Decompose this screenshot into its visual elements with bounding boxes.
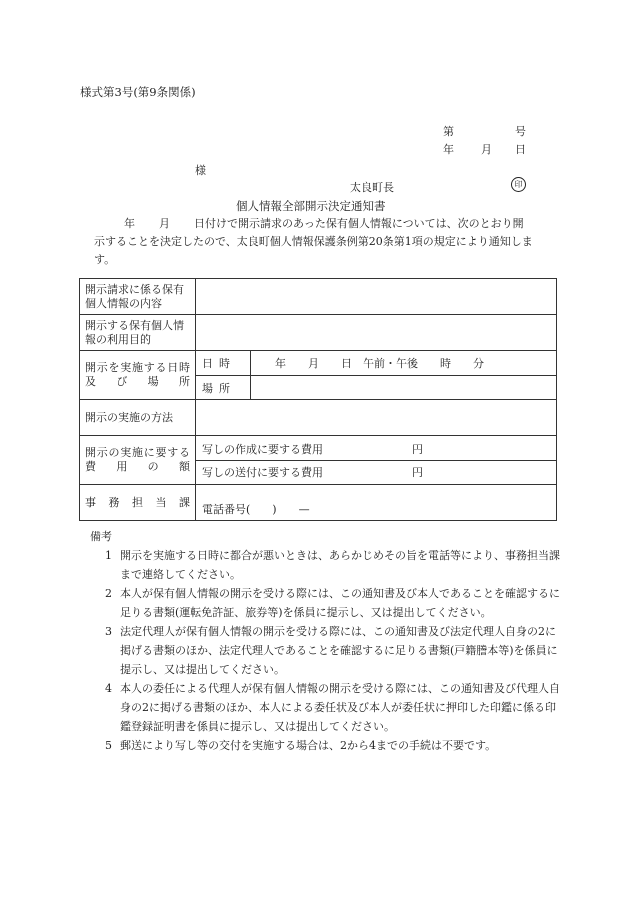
note-item: 1 開示を実施する日時に都合が悪いときは、あらかじめその旨を電話等により、事務担当課まで連絡してください。 [105, 549, 560, 581]
copy-cost-label: 写しの作成に要する費用 [202, 442, 323, 456]
intro-line3: す。 [94, 253, 116, 266]
intro-line2: 示することを決定したので、太良町個人情報保護条例第20条第1項の規定により通知しま [94, 235, 533, 248]
request-content-label: 開示請求に係る保有個人情報の内容 [80, 279, 196, 315]
place-label: 場所 [196, 376, 251, 399]
department-label: 事務担当課 [80, 485, 196, 521]
intro-month: 月 [159, 217, 170, 230]
notes-header: 備考 [90, 530, 112, 543]
phone-number-field[interactable] [196, 485, 557, 521]
phone-number-label: 電話番号( ) — [202, 503, 310, 516]
form-number-label: 様式第3号(第9条関係) [80, 85, 196, 99]
intro-line1: 日付けで開示請求のあった保有個人情報については、次のとおり開 [194, 217, 524, 230]
schedule-place-label: 開示を実施する日時及び場所 [80, 351, 196, 400]
document-number-prefix: 第 [443, 125, 454, 138]
addressee-honorific: 様 [195, 164, 206, 177]
usage-purpose-value[interactable] [196, 315, 557, 351]
send-cost-yen: 円 [412, 465, 423, 479]
date-year: 年 [443, 143, 454, 156]
date-month: 月 [481, 143, 492, 156]
usage-purpose-label: 開示する保有個人情報の利用目的 [80, 315, 196, 351]
date-day: 日 [515, 143, 526, 156]
place-value[interactable] [251, 376, 556, 399]
note-item: 5 郵送により写し等の交付を実施する場合は、2から4までの手続は不要です。 [105, 739, 497, 752]
copy-cost-yen: 円 [412, 442, 423, 456]
cost-label: 開示の実施に要する費用の額 [80, 436, 196, 485]
note-item: 3 法定代理人が保有個人情報の開示を受ける際には、この通知書及び法定代理人自身の2に掲げる書類のほか、法定代理人であることを確認するに足りる書類(戸籍謄本等)を係員に提示し、又は提出してください。 [105, 625, 558, 676]
note-item: 2 本人が保有個人情報の開示を受ける際には、この通知書及び本人であることを確認するに足りる書類(運転免許証、旅券等)を係員に提示し、又は提出してください。 [105, 587, 560, 619]
intro-year: 年 [124, 217, 135, 230]
request-content-value[interactable] [196, 279, 557, 315]
disclosure-details-table [79, 278, 557, 521]
method-label: 開示の実施の方法 [80, 400, 196, 436]
send-cost-row[interactable] [196, 460, 556, 483]
datetime-label: 日時 [196, 351, 251, 375]
issuer-name: 太良町長 [350, 181, 394, 194]
document-number-suffix: 号 [515, 125, 526, 138]
seal-stamp-icon: 印 [511, 177, 526, 192]
notes-section [88, 527, 563, 755]
document-title: 個人情報全部開示決定通知書 [236, 199, 386, 213]
copy-cost-row[interactable] [196, 438, 556, 460]
datetime-value[interactable]: 年 月 日 午前・午後 時 分 [275, 357, 484, 370]
method-value[interactable] [196, 400, 557, 436]
note-item: 4 本人の委任による代理人が保有個人情報の開示を受ける際には、この通知書及び代理人自身の2に掲げる書類のほか、本人による委任状及び本人が委任状に押印した印鑑に係る印鑑登録証明書を係員に提示し、又は提出してください。 [105, 682, 560, 733]
intro-paragraph [80, 215, 560, 269]
send-cost-label: 写しの送付に要する費用 [202, 465, 323, 479]
